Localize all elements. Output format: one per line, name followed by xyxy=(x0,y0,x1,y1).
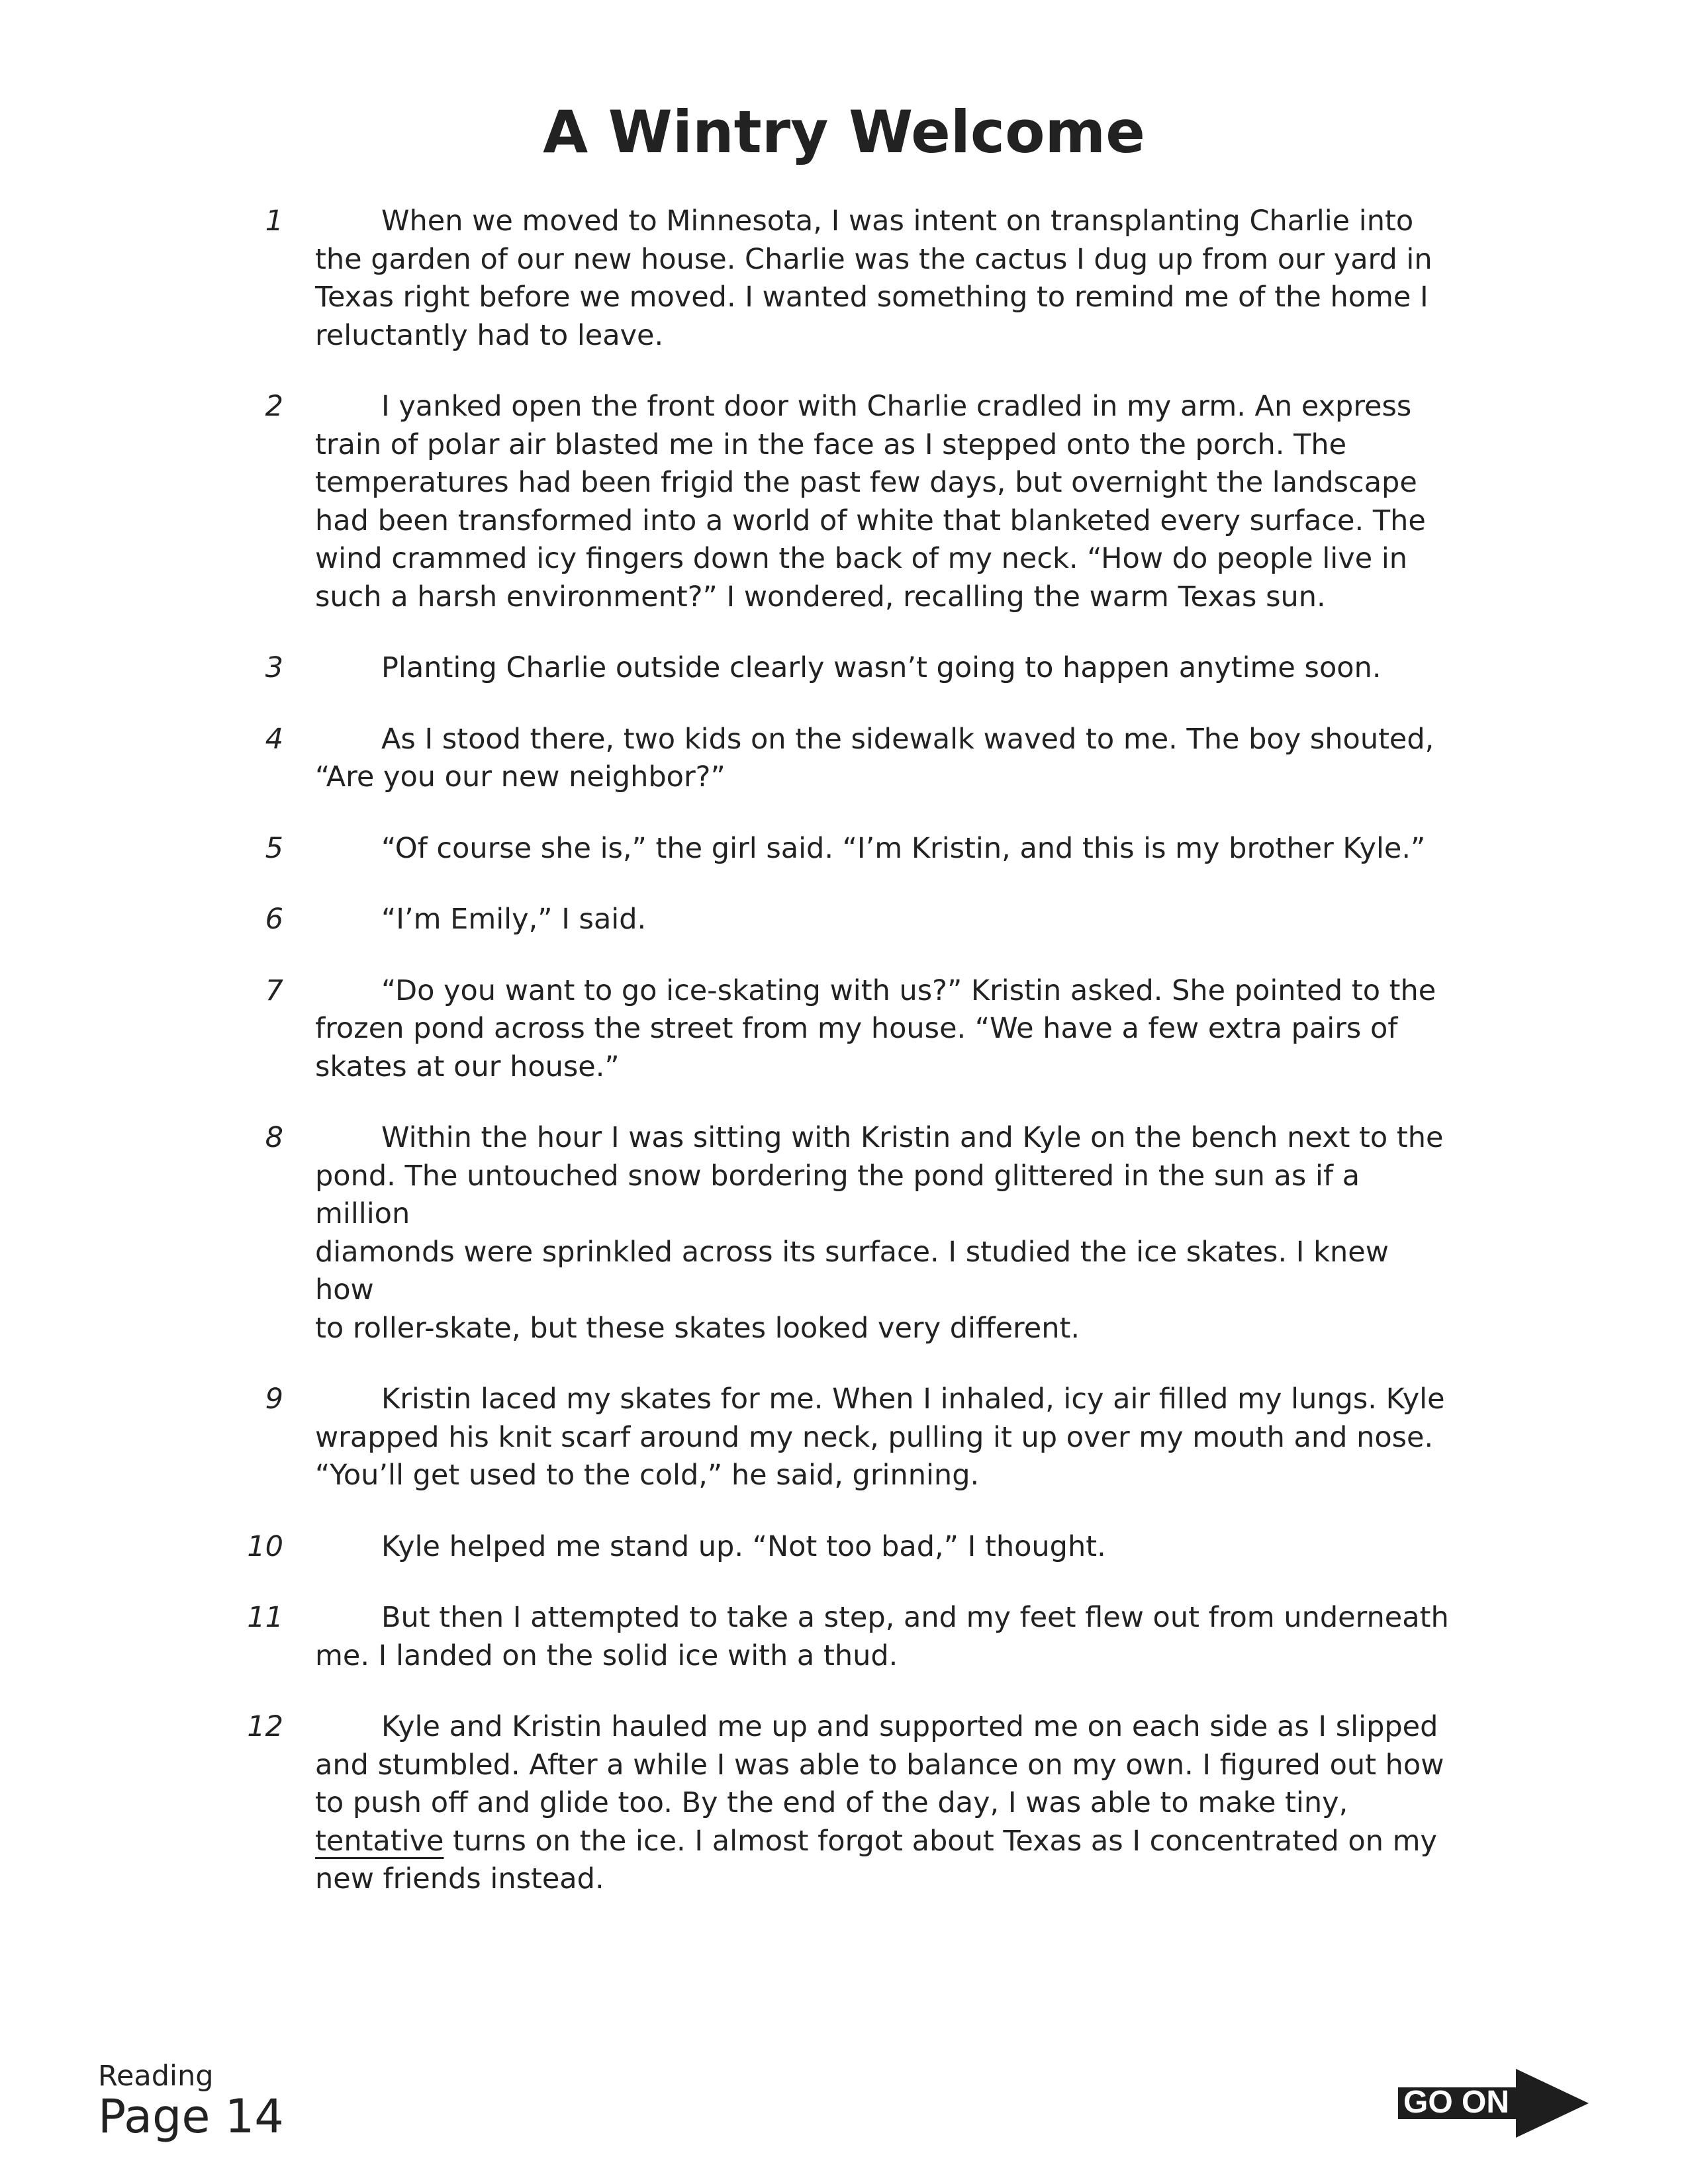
paragraph-text: “Do you want to go ice-skating with us?” Kristin asked. She pointed to the frozen pond across the street from my house. “We have a few extra pairs of skates at our house.” xyxy=(315,974,1436,1083)
paragraph-8 xyxy=(232,1119,1456,1347)
paragraph-text: But then I attempted to take a step, and my feet flew out from underneath me. I landed on the solid ice with a thud. xyxy=(315,1601,1449,1672)
paragraph-number: 2 xyxy=(265,390,283,423)
page-title: A Wintry Welcome xyxy=(543,98,1145,166)
paragraph-number: 3 xyxy=(265,651,283,684)
footer-subject: Reading xyxy=(98,2060,214,2093)
passage xyxy=(232,203,1456,1932)
paragraph-number: 6 xyxy=(265,903,283,936)
paragraph-1 xyxy=(232,203,1456,355)
paragraph-text: I yanked open the front door with Charlie cradled in my arm. An express train of polar air blasted me in the face as I stepped onto the porch. The temperatures had been frigid the past few days, but overnight the landscape had been transformed into a world of white that blanketed every surface. The wind crammed icy fingers down the back of my neck. “How do people live in such a harsh environment?” I wondered, recalling the warm Texas sun. xyxy=(315,390,1426,614)
footer-page-number: Page 14 xyxy=(98,2089,284,2144)
paragraph-number: 4 xyxy=(265,722,283,756)
paragraph-11 xyxy=(232,1599,1456,1675)
underlined-vocabulary-word: tentative xyxy=(315,1824,444,1858)
paragraph-text: Kyle and Kristin hauled me up and supported me on each side as I slipped and stumbled. After a while I was able to balance on my own. I figured out how to push off and glide too. By the end of the day, I was able to make tiny, xyxy=(315,1710,1444,1819)
paragraph-3 xyxy=(232,649,1456,688)
paragraph-text: turns on the ice. I almost forgot about Texas as I concentrated on my new friends instead. xyxy=(315,1824,1437,1895)
paragraph-number: 10 xyxy=(247,1529,283,1563)
paragraph-number: 1 xyxy=(265,205,283,238)
go-on-label: GO ON xyxy=(1403,2085,1510,2120)
paragraph-text: “Of course she is,” the girl said. “I’m Kristin, and this is my brother Kyle.” xyxy=(381,831,1426,865)
paragraph-10 xyxy=(232,1528,1456,1567)
paragraph-7 xyxy=(232,972,1456,1087)
paragraph-text: Within the hour I was sitting with Kristin and Kyle on the bench next to the pond. The untouched snow bordering the pond glittered in the sun as if a million diamonds were sprinkled across its surface. I studied the ice skates. I knew how to roller-skate, but these skates looked very different. xyxy=(315,1121,1444,1345)
paragraph-6 xyxy=(232,901,1456,939)
paragraph-2 xyxy=(232,388,1456,616)
paragraph-text: “I’m Emily,” I said. xyxy=(381,903,647,936)
paragraph-number: 11 xyxy=(247,1601,283,1634)
paragraph-4 xyxy=(232,721,1456,797)
arrow-right-icon xyxy=(1398,2069,1589,2138)
paragraph-number: 12 xyxy=(247,1710,283,1743)
paragraph-number: 7 xyxy=(265,974,283,1007)
paragraph-text: As I stood there, two kids on the sidewalk waved to me. The boy shouted, “Are you our new neighbor?” xyxy=(315,722,1434,794)
paragraph-text: Kyle helped me stand up. “Not too bad,” I thought. xyxy=(381,1529,1106,1563)
paragraph-text: When we moved to Minnesota, I was intent on transplanting Charlie into the garden of our new house. Charlie was the cactus I dug up from our yard in Texas right before we moved. I wanted something to remind me of the home I reluctantly had to leave. xyxy=(315,205,1432,352)
paragraph-text: Kristin laced my skates for me. When I inhaled, icy air filled my lungs. Kyle wrapped his knit scarf around my neck, pulling it up over my mouth and nose. “You’ll get used to the cold,” he said, grinning. xyxy=(315,1383,1445,1492)
paragraph-text: Planting Charlie outside clearly wasn’t going to happen anytime soon. xyxy=(381,651,1382,684)
paragraph-9 xyxy=(232,1381,1456,1495)
paragraph-12 xyxy=(232,1708,1456,1899)
go-on-indicator xyxy=(1398,2069,1589,2138)
paragraph-number: 8 xyxy=(265,1121,283,1154)
paragraph-number: 5 xyxy=(265,831,283,865)
paragraph-5 xyxy=(232,830,1456,868)
paragraph-number: 9 xyxy=(265,1383,283,1416)
